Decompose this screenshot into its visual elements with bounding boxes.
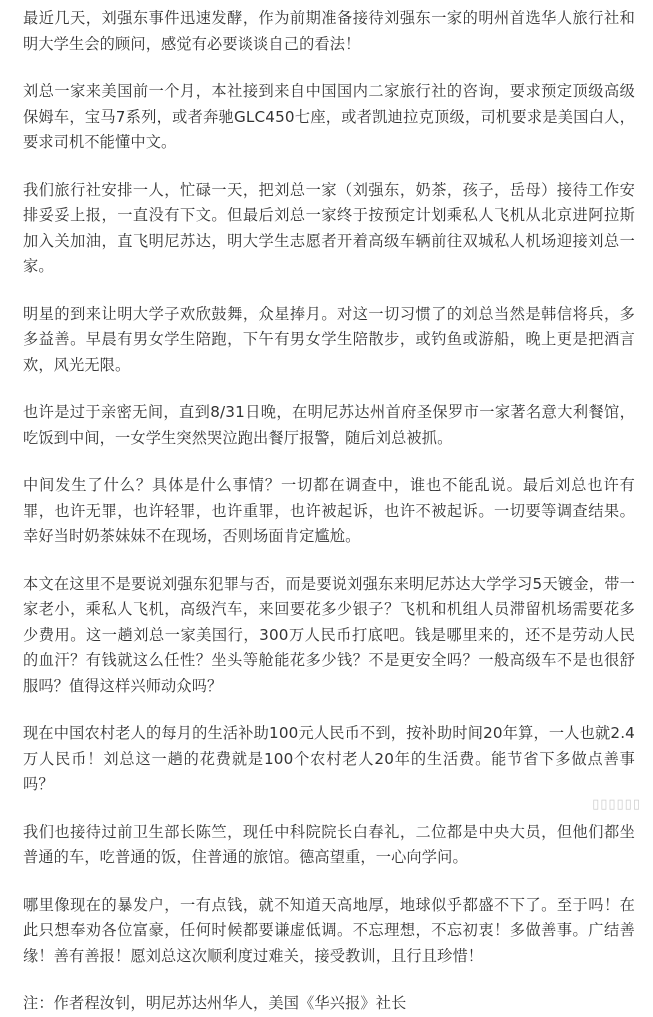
paragraph-arrival: 我们旅行社安排一人，忙碌一天，把刘总一家（刘强东，奶茶，孩子，岳母）接待工作安排妥妥上报，一直没有下文。但最后刘总一家终于按预定计划乘私人飞机从北京进阿拉斯加入关加油，直飞明尼苏达，明大学生志愿者开着高级车辆前往双城私人机场迎接刘总一家。	[23, 180, 635, 275]
paragraph-officials-example: 我们也接待过前卫生部长陈竺，现任中科院院长白春礼，二位都是中央大员，但他们都坐普通的车，吃普通的饭，住普通的旅馆。德高望重，一心向学问。	[23, 822, 635, 866]
paragraph-rural-comparison: 现在中国农村老人的每月的生活补助100元人民币不到，按补助时间20年算，一人也就2.4万人民币！刘总这一趟的花费就是100个农村老人20年的生活费。能节省下多做点善事吗？	[23, 724, 635, 793]
paragraph-investigation: 中间发生了什么？具体是什么事情？一切都在调查中，谁也不能乱说。最后刘总也许有罪，也许无罪，也许轻罪，也许重罪，也许被起诉，也许不被起诉。一切要等调查结果。幸好当时奶茶妹妹不在现场，否则场面肯定尴尬。	[23, 476, 635, 545]
watermark: ▯▯▯▯▯▯	[592, 797, 641, 812]
author-note: 注：作者程汝钊，明尼苏达州华人，美国《华兴报》社长	[23, 994, 407, 1012]
paragraph-advice: 哪里像现在的暴发户，一有点钱，就不知道天高地厚，地球似乎都盛不下了。至于吗！在此只想奉劝各位富豪，任何时候都要谦虚低调。不忘理想，不忘初衷！多做善事。广结善缘！善有善报！愿刘总这次顺利度过难关，接受教训，且行且珍惜！	[23, 895, 635, 965]
paragraph-intro: 最近几天，刘强东事件迅速发酵，作为前期准备接待刘强东一家的明州首选华人旅行社和明大学生会的顾问，感觉有必要谈谈自己的看法！	[23, 9, 635, 53]
paragraph-students: 明星的到来让明大学子欢欣鼓舞，众星捧月。对这一切习惯了的刘总当然是韩信将兵，多多益善。早晨有男女学生陪跑，下午有男女学生陪散步，或钓鱼或游船，晚上更是把酒言欢，风光无限。	[23, 304, 635, 374]
paragraph-cost-question: 本文在这里不是要说刘强东犯罪与否，而是要说刘强东来明尼苏达大学学习5天镀金，带一家老小，乘私人飞机，高级汽车，来回要花多少银子？飞机和机组人员滞留机场需要花多少费用。这一趟刘总一家美国行，300万人民币打底吧。钱是哪里来的，还不是劳动人民的血汗？有钱就这么任性？坐头等舱能花多少钱？不是更安全吗？一般高级车不是也很舒服吗？值得这样兴师动众吗？	[23, 574, 635, 695]
paragraph-booking-inquiry: 刘总一家来美国前一个月，本社接到来自中国国内二家旅行社的咨询，要求预定顶级高级保姆车，宝马7系列，或者奔驰GLC450七座，或者凯迪拉克顶级，司机要求是美国白人，要求司机不能懂中文。	[23, 82, 635, 151]
paragraph-incident: 也许是过于亲密无间，直到8/31日晚，在明尼苏达州首府圣保罗市一家著名意大利餐馆，吃饭到中间，一女学生突然哭泣跑出餐厅报警，随后刘总被抓。	[23, 403, 635, 447]
